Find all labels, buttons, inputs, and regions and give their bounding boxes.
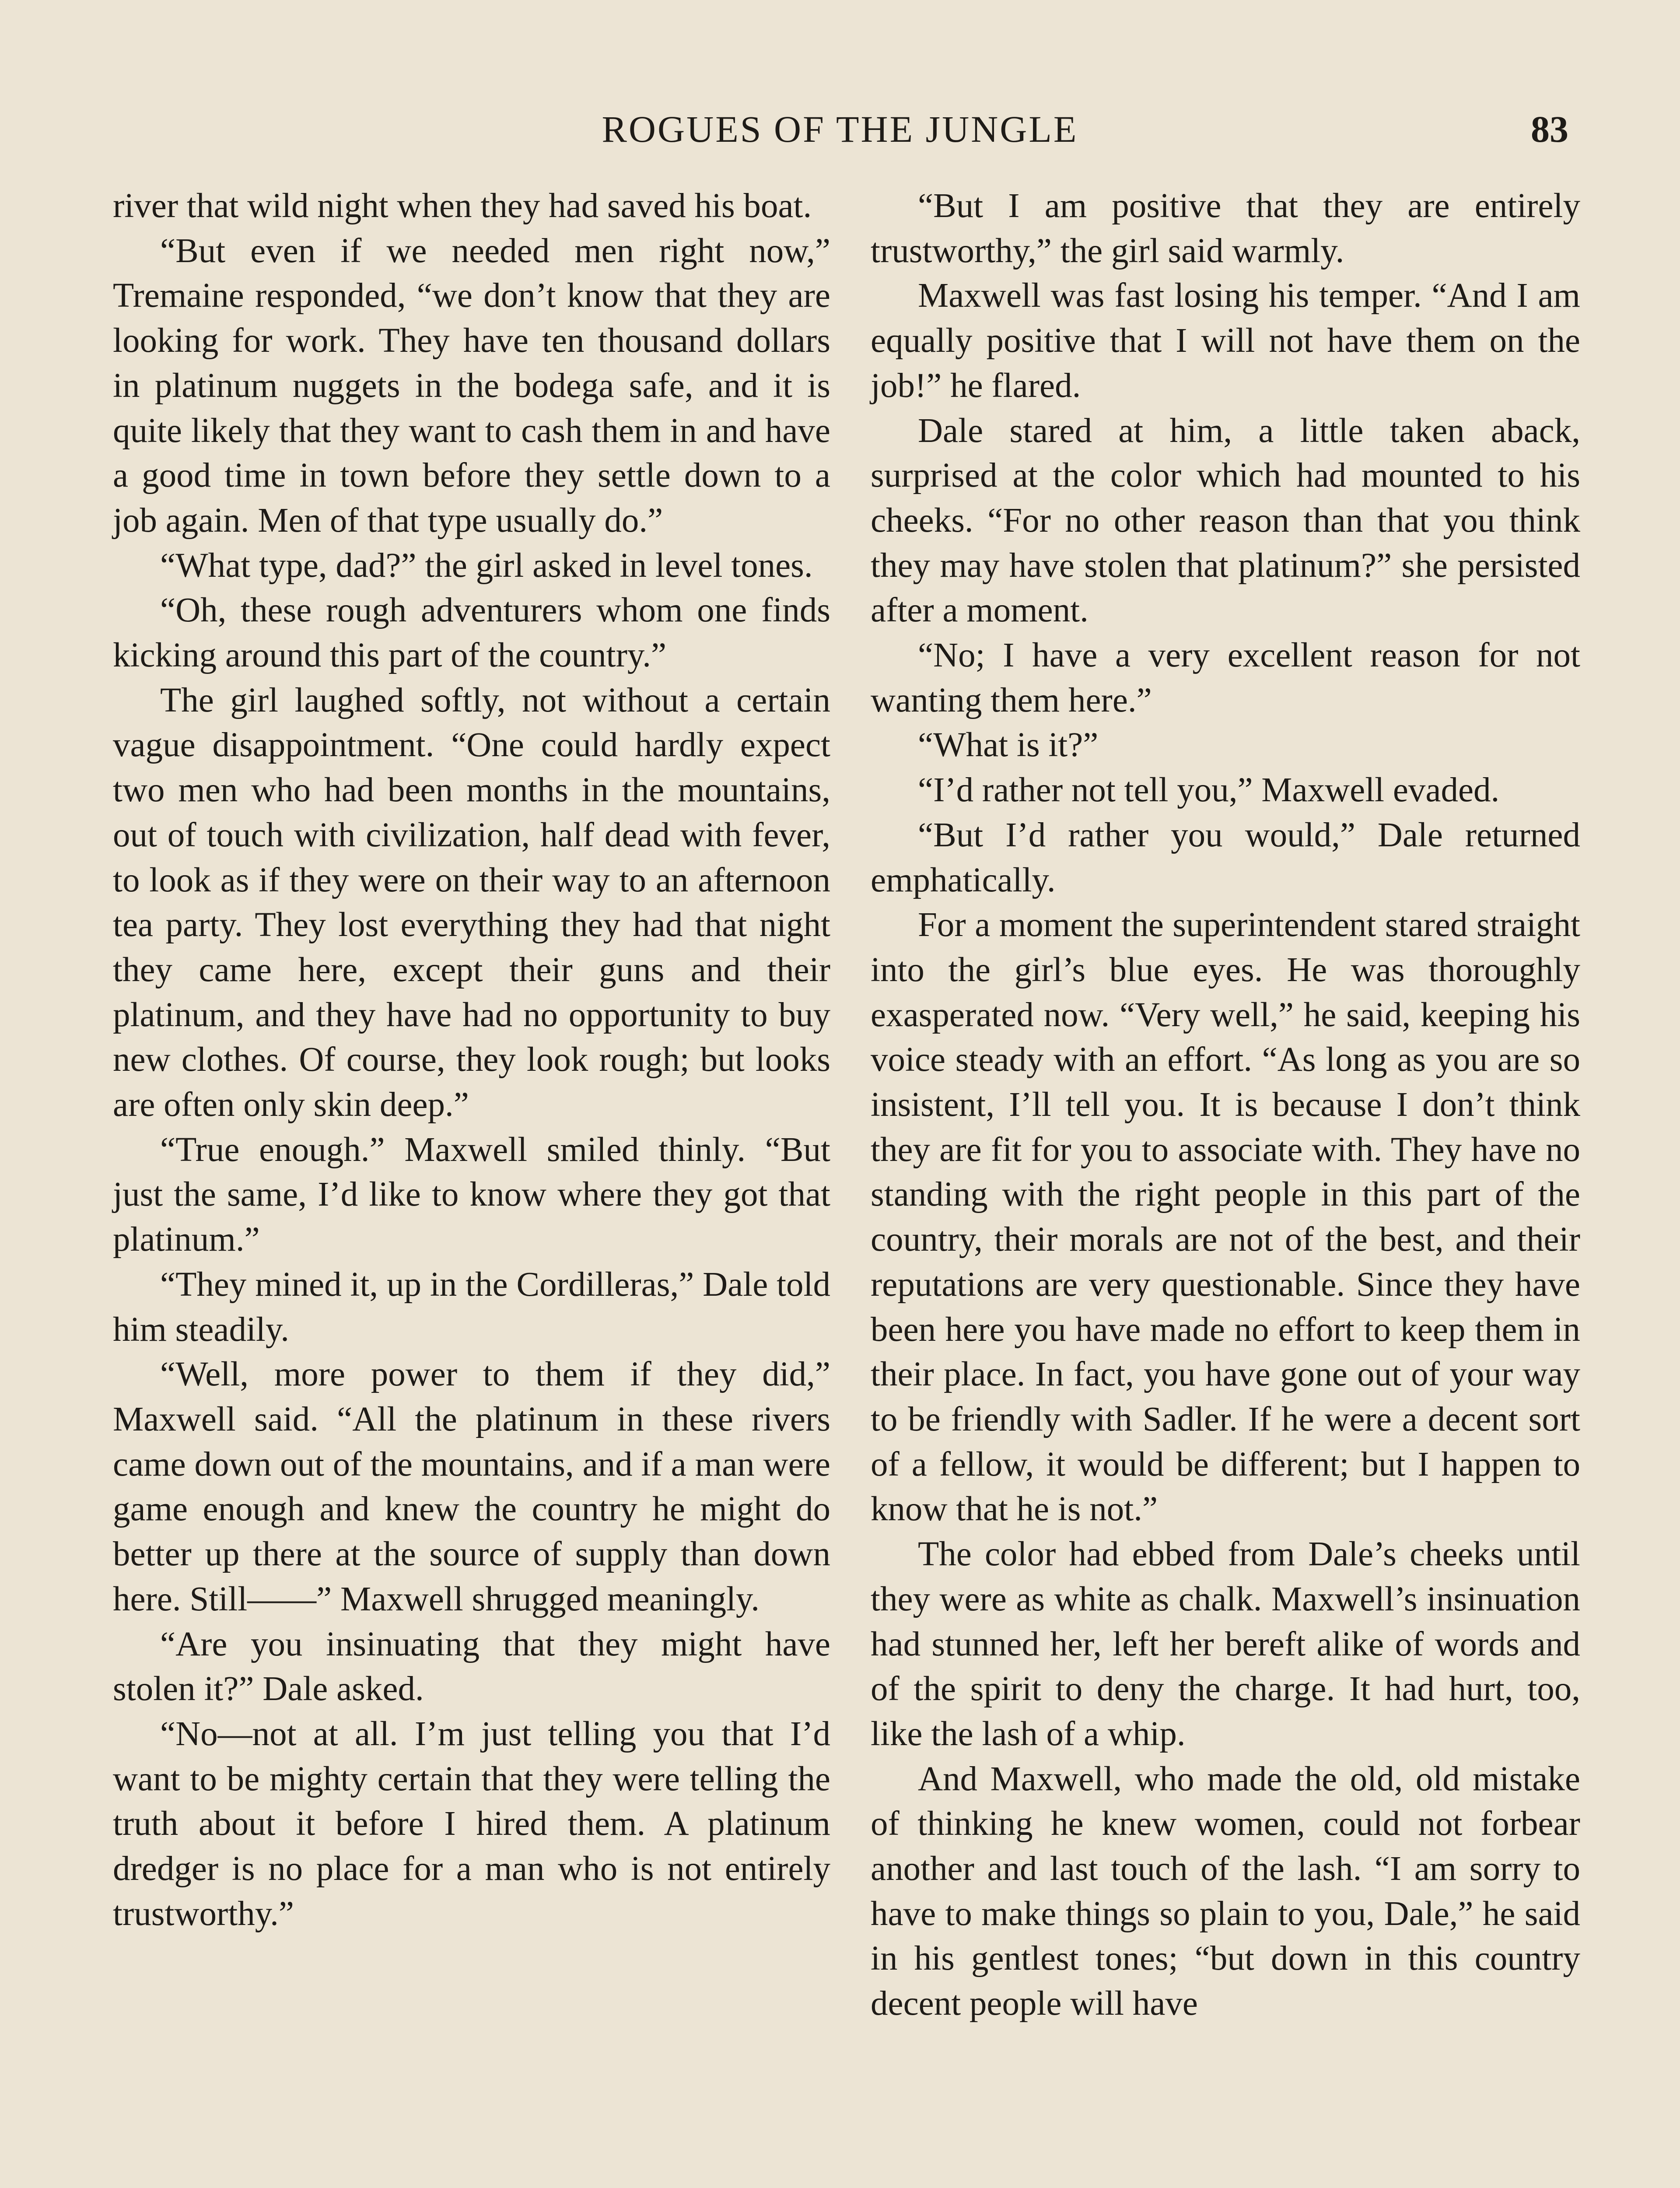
running-header xyxy=(0,103,1680,155)
paragraph: “They mined it, up in the Cordilleras,” Dale told him steadily. xyxy=(113,1265,830,1349)
paragraph: The color had ebbed from Dale’s cheeks until they were as white as chalk. Maxwell’s insinuation had stunned her, left her bereft alike of words and of the spirit to deny the charge. It had hurt, too, like the lash of a whip. xyxy=(871,1535,1580,1753)
paragraph: river that wild night when they had saved his boat. xyxy=(113,187,812,225)
paragraph: “But I’d rather you would,” Dale returned emphatically. xyxy=(871,816,1580,899)
paragraph: Maxwell was fast losing his temper. “And I am equally positive that I will not have them on the job!” he flared. xyxy=(871,277,1580,405)
paragraph: “What type, dad?” the girl asked in level tones. xyxy=(160,546,813,585)
paragraph: “But even if we needed men right now,” Tremaine responded, “we don’t know that they are looking for work. They have ten thousand dollars in platinum nuggets in the bodega safe, and it is quite likely that they want to cash them in and have a good time in town before they settle down to a job again. Men of that type usually do.” xyxy=(113,231,830,540)
page-title: ROGUES OF THE JUNGLE xyxy=(602,108,1078,150)
left-text-column xyxy=(113,184,830,1936)
paragraph: “What is it?” xyxy=(918,726,1099,764)
paragraph: “No; I have a very excellent reason for not wanting them here.” xyxy=(871,636,1580,719)
paragraph: The girl laughed softly, not without a certain vague disappointment. “One could hardly expect two men who had been months in the mountains, out of touch with civilization, half dead with fever, to look as if they were on their way to an afternoon tea party. They lost everything they had that night they came here, except their guns and their platinum, and they have had no opportunity to buy new clothes. Of course, they look rough; but looks are often only skin deep.” xyxy=(113,681,830,1124)
paragraph: “Oh, these rough adventurers whom one finds kicking around this part of the country.” xyxy=(113,591,830,675)
paragraph: Dale stared at him, a little taken aback, surprised at the color which had mounted to his cheeks. “For no other reason than that you think they may have stolen that platinum?” she persisted after a moment. xyxy=(871,411,1580,630)
paragraph: “Well, more power to them if they did,” Maxwell said. “All the platinum in these rivers came down out of the mountains, and if a man were game enough and knew the country he might do better up there at the source of supply than down here. Still——” Maxwell shrugged meaningly. xyxy=(113,1355,830,1618)
right-text-column xyxy=(871,184,1580,2027)
paragraph: “True enough.” Maxwell smiled thinly. “But just the same, I’d like to know where they got that platinum.” xyxy=(113,1130,830,1259)
paragraph: And Maxwell, who made the old, old mistake of thinking he knew women, could not forbear another and last touch of the lash. “I am sorry to have to make things so plain to you, Dale,” he said in his gentlest tones; “but down in this country decent people will have xyxy=(871,1760,1580,2023)
paragraph: “I’d rather not tell you,” Maxwell evaded. xyxy=(918,771,1500,810)
paragraph: For a moment the superintendent stared straight into the girl’s blue eyes. He was thoroughly exasperated now. “Very well,” he said, keeping his voice steady with an effort. “As long as you are so insistent, I’ll tell you. It is because I don’t think they are fit for you to associate with. They have no standing with the right people in this part of the country, their morals are not of the best, and their reputations are very questionable. Since they have been here you have made no effort to keep them in their place. In fact, you have gone out of your way to be friendly with Sadler. If he were a decent sort of a fellow, it would be different; but I happen to know that he is not.” xyxy=(871,906,1580,1529)
paragraph: “Are you insinuating that they might have stolen it?” Dale asked. xyxy=(113,1625,830,1708)
page-number: 83 xyxy=(1531,108,1568,150)
paragraph: “But I am positive that they are entirely trustworthy,” the girl said warmly. xyxy=(871,187,1580,270)
paragraph: “No—not at all. I’m just telling you that I’d want to be mighty certain that they were telling the truth about it before I hired them. A platinum dredger is no place for a man who is not entirely trustworthy.” xyxy=(113,1715,830,1933)
